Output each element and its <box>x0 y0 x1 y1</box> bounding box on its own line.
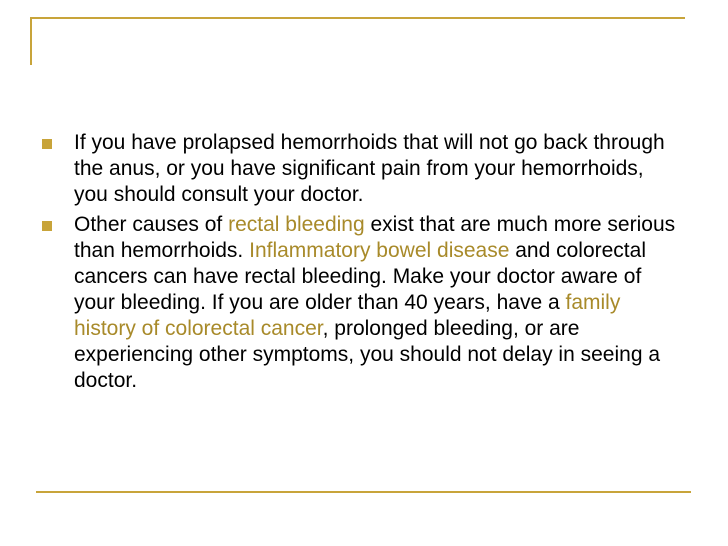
square-bullet-icon <box>42 139 52 149</box>
inflammatory-bowel-disease-link[interactable]: Inflammatory bowel disease <box>249 239 510 262</box>
slide-body <box>40 130 680 398</box>
square-bullet-icon <box>42 221 52 231</box>
bullet-1-text: If you have prolapsed hemorrhoids that will not go back through the anus, or you have significant pain from your hemorrhoids, you should consult your doctor. <box>74 131 665 206</box>
bullet-item-2 <box>40 212 680 394</box>
top-border-line <box>30 17 685 19</box>
bullet-2-text-part-1: Other causes of <box>74 213 229 236</box>
bullet-list <box>40 130 680 394</box>
bullet-2-text-part-2: exist that are much more serious than hemorrhoids. <box>74 213 676 262</box>
left-border-line <box>30 17 32 65</box>
bullet-2-text-part-4: , prolonged bleeding, or are experiencing other symptoms, you should not delay in seeing a doctor. <box>74 317 661 392</box>
bullet-item-1 <box>40 130 680 208</box>
bottom-border-line <box>36 491 691 493</box>
bullet-2-text-part-3: and colorectal cancers can have rectal bleeding. Make your doctor aware of your bleeding. If you are older than 40 years, have a <box>74 239 646 314</box>
family-history-colorectal-cancer-link[interactable]: family history of colorectal cancer <box>74 291 621 340</box>
rectal-bleeding-link[interactable]: rectal bleeding <box>228 213 365 236</box>
